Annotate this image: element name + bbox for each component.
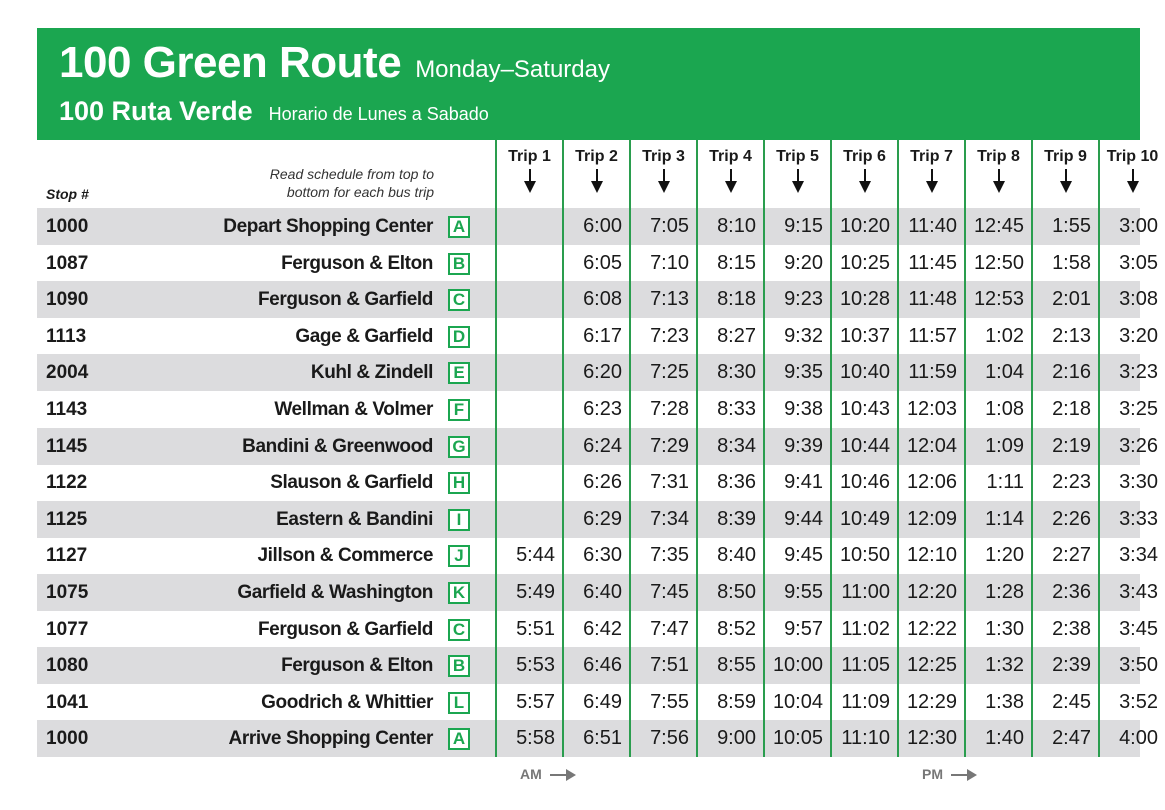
time-cell: 8:27 bbox=[696, 318, 763, 355]
time-cell bbox=[495, 391, 562, 428]
time-cell: 10:04 bbox=[763, 684, 830, 721]
time-cell: 7:29 bbox=[629, 428, 696, 465]
time-cell: 3:08 bbox=[1098, 281, 1165, 318]
time-cell: 3:25 bbox=[1098, 391, 1165, 428]
time-cell: 6:00 bbox=[562, 208, 629, 245]
down-arrow-icon bbox=[1127, 169, 1139, 193]
read-note-line-1: Read schedule from top to bbox=[269, 166, 434, 182]
time-cell: 11:59 bbox=[897, 354, 964, 391]
time-cell: 2:39 bbox=[1031, 647, 1098, 684]
route-subtitle: 100 Ruta Verde bbox=[59, 96, 253, 126]
time-cell: 6:49 bbox=[562, 684, 629, 721]
time-cell: 9:20 bbox=[763, 245, 830, 282]
time-cell: 8:39 bbox=[696, 501, 763, 538]
map-letter-badge: A bbox=[448, 216, 470, 238]
time-cell: 1:04 bbox=[964, 354, 1031, 391]
time-cell: 8:36 bbox=[696, 464, 763, 501]
table-row bbox=[37, 684, 1158, 721]
time-cell: 12:20 bbox=[897, 574, 964, 611]
stop-name: Kuhl & Zindell bbox=[310, 362, 433, 384]
time-cell bbox=[495, 428, 562, 465]
down-arrow-icon bbox=[725, 169, 737, 193]
time-cell: 11:40 bbox=[897, 208, 964, 245]
trip-header-label: Trip 9 bbox=[1044, 148, 1087, 165]
stop-number: 1143 bbox=[46, 399, 88, 420]
time-cell: 10:40 bbox=[830, 354, 897, 391]
time-cell: 6:20 bbox=[562, 354, 629, 391]
time-cell bbox=[495, 464, 562, 501]
time-cell: 6:29 bbox=[562, 501, 629, 538]
time-cell: 7:25 bbox=[629, 354, 696, 391]
time-cell: 1:20 bbox=[964, 537, 1031, 574]
stop-name: Ferguson & Elton bbox=[281, 655, 433, 677]
down-arrow-icon bbox=[658, 169, 670, 193]
stop-name: Goodrich & Whittier bbox=[261, 691, 433, 713]
time-cell: 7:55 bbox=[629, 684, 696, 721]
time-cell: 1:08 bbox=[964, 391, 1031, 428]
table-row bbox=[37, 354, 1158, 391]
time-cell: 12:50 bbox=[964, 245, 1031, 282]
time-cell: 3:23 bbox=[1098, 354, 1165, 391]
time-cell: 6:40 bbox=[562, 574, 629, 611]
pm-label: PM bbox=[922, 766, 943, 782]
table-row bbox=[37, 611, 1158, 648]
time-cell: 11:05 bbox=[830, 647, 897, 684]
time-cell: 9:23 bbox=[763, 281, 830, 318]
read-note-line-2: bottom for each bus trip bbox=[286, 184, 434, 200]
map-letter-badge: L bbox=[448, 692, 470, 714]
time-cell: 12:10 bbox=[897, 537, 964, 574]
time-cell: 12:04 bbox=[897, 428, 964, 465]
time-cell: 5:58 bbox=[495, 720, 562, 757]
stop-name: Slauson & Garfield bbox=[270, 472, 433, 494]
stop-name: Depart Shopping Center bbox=[223, 216, 433, 237]
table-row bbox=[37, 501, 1158, 538]
time-cell: 1:11 bbox=[964, 464, 1031, 501]
map-letter-badge: K bbox=[448, 582, 470, 604]
table-row bbox=[37, 281, 1158, 318]
time-cell: 8:15 bbox=[696, 245, 763, 282]
down-arrow-icon bbox=[591, 169, 603, 193]
time-cell: 9:55 bbox=[763, 574, 830, 611]
trip-header-label: Trip 6 bbox=[843, 148, 886, 165]
stop-number: 1145 bbox=[46, 435, 88, 457]
time-cell: 1:58 bbox=[1031, 245, 1098, 282]
time-cell: 10:49 bbox=[830, 501, 897, 538]
title-line bbox=[59, 38, 610, 88]
time-cell: 3:45 bbox=[1098, 611, 1165, 648]
time-cell: 2:27 bbox=[1031, 537, 1098, 574]
trip-header-label: Trip 8 bbox=[977, 148, 1020, 165]
time-cell: 10:37 bbox=[830, 318, 897, 355]
trip-header-label: Trip 4 bbox=[709, 148, 752, 165]
time-cell: 12:45 bbox=[964, 208, 1031, 245]
time-cell: 10:20 bbox=[830, 208, 897, 245]
trip-header-3 bbox=[629, 140, 696, 208]
time-cell: 1:28 bbox=[964, 574, 1031, 611]
time-cell: 3:50 bbox=[1098, 647, 1165, 684]
time-cell: 7:13 bbox=[629, 281, 696, 318]
time-cell: 11:45 bbox=[897, 245, 964, 282]
stop-name: Jillson & Commerce bbox=[257, 545, 433, 567]
right-arrow-icon bbox=[951, 770, 977, 780]
time-cell: 7:10 bbox=[629, 245, 696, 282]
time-cell: 9:15 bbox=[763, 208, 830, 245]
time-cell: 7:05 bbox=[629, 208, 696, 245]
time-cell: 11:48 bbox=[897, 281, 964, 318]
down-arrow-icon bbox=[993, 169, 1005, 193]
time-cell: 3:05 bbox=[1098, 245, 1165, 282]
time-cell: 7:56 bbox=[629, 720, 696, 757]
time-cell: 1:30 bbox=[964, 611, 1031, 648]
time-cell bbox=[495, 281, 562, 318]
trip-header-1 bbox=[495, 140, 562, 208]
time-cell: 8:52 bbox=[696, 611, 763, 648]
time-cell: 6:24 bbox=[562, 428, 629, 465]
trip-header-9 bbox=[1031, 140, 1098, 208]
stop-number: 1075 bbox=[46, 582, 89, 603]
time-cell: 11:57 bbox=[897, 318, 964, 355]
route-title: 100 Green Route bbox=[59, 38, 402, 87]
map-letter-badge: B bbox=[448, 655, 470, 677]
table-row bbox=[37, 574, 1158, 611]
table-row bbox=[37, 428, 1158, 465]
table-row bbox=[37, 245, 1158, 282]
time-cell: 8:33 bbox=[696, 391, 763, 428]
down-arrow-icon bbox=[926, 169, 938, 193]
stop-number: 1122 bbox=[46, 472, 88, 494]
stop-number: 1000 bbox=[46, 216, 89, 237]
time-cell bbox=[495, 245, 562, 282]
time-cell: 5:49 bbox=[495, 574, 562, 611]
time-cell: 2:16 bbox=[1031, 354, 1098, 391]
stop-number: 1125 bbox=[46, 508, 88, 530]
trip-header-5 bbox=[763, 140, 830, 208]
route-header bbox=[37, 28, 1140, 140]
trip-header-label: Trip 2 bbox=[575, 148, 618, 165]
table-row bbox=[37, 464, 1158, 501]
time-cell: 8:50 bbox=[696, 574, 763, 611]
map-letter-badge: E bbox=[448, 362, 470, 384]
time-cell: 5:44 bbox=[495, 537, 562, 574]
time-cell: 11:02 bbox=[830, 611, 897, 648]
trip-header-label: Trip 10 bbox=[1106, 148, 1159, 165]
time-cell: 6:08 bbox=[562, 281, 629, 318]
time-cell: 9:41 bbox=[763, 464, 830, 501]
time-cell bbox=[495, 354, 562, 391]
stop-number: 1000 bbox=[46, 728, 89, 750]
am-indicator bbox=[520, 766, 576, 782]
time-cell: 1:55 bbox=[1031, 208, 1098, 245]
map-letter-badge: G bbox=[448, 436, 470, 458]
time-cell: 4:00 bbox=[1098, 720, 1165, 757]
map-letter-badge: B bbox=[448, 253, 470, 275]
time-cell: 5:57 bbox=[495, 684, 562, 721]
time-cell: 7:47 bbox=[629, 611, 696, 648]
time-cell: 12:30 bbox=[897, 720, 964, 757]
time-cell: 3:20 bbox=[1098, 318, 1165, 355]
am-label: AM bbox=[520, 766, 542, 782]
time-cell: 3:43 bbox=[1098, 574, 1165, 611]
time-cell: 1:14 bbox=[964, 501, 1031, 538]
stop-column-label: Stop # bbox=[46, 186, 89, 202]
time-cell: 6:30 bbox=[562, 537, 629, 574]
trip-header-2 bbox=[562, 140, 629, 208]
time-cell: 9:57 bbox=[763, 611, 830, 648]
time-cell: 2:01 bbox=[1031, 281, 1098, 318]
time-cell: 9:38 bbox=[763, 391, 830, 428]
time-cell: 12:06 bbox=[897, 464, 964, 501]
table-row bbox=[37, 537, 1158, 574]
pm-indicator bbox=[922, 766, 977, 782]
map-letter-badge: H bbox=[448, 472, 470, 494]
time-cell bbox=[495, 501, 562, 538]
time-cell: 3:26 bbox=[1098, 428, 1165, 465]
time-cell: 3:30 bbox=[1098, 464, 1165, 501]
time-cell: 7:28 bbox=[629, 391, 696, 428]
time-cell: 1:02 bbox=[964, 318, 1031, 355]
map-letter-badge: C bbox=[448, 619, 470, 641]
stop-number: 2004 bbox=[46, 362, 89, 384]
time-cell: 12:29 bbox=[897, 684, 964, 721]
stop-name: Garfield & Washington bbox=[237, 582, 433, 603]
time-cell: 5:51 bbox=[495, 611, 562, 648]
time-cell: 1:40 bbox=[964, 720, 1031, 757]
map-letter-badge: A bbox=[448, 728, 470, 750]
time-cell: 12:09 bbox=[897, 501, 964, 538]
trip-header-label: Trip 7 bbox=[910, 148, 953, 165]
trip-header-4 bbox=[696, 140, 763, 208]
stop-number: 1090 bbox=[46, 289, 89, 311]
trip-header-10 bbox=[1098, 140, 1165, 208]
time-cell: 12:25 bbox=[897, 647, 964, 684]
time-cell: 6:26 bbox=[562, 464, 629, 501]
stop-number: 1077 bbox=[46, 618, 89, 640]
stop-name: Arrive Shopping Center bbox=[228, 728, 433, 750]
down-arrow-icon bbox=[792, 169, 804, 193]
time-cell: 10:25 bbox=[830, 245, 897, 282]
time-cell: 8:18 bbox=[696, 281, 763, 318]
trip-header-label: Trip 1 bbox=[508, 148, 551, 165]
time-cell: 10:50 bbox=[830, 537, 897, 574]
time-cell: 9:39 bbox=[763, 428, 830, 465]
map-letter-badge: F bbox=[448, 399, 470, 421]
time-cell: 6:05 bbox=[562, 245, 629, 282]
time-cell: 10:28 bbox=[830, 281, 897, 318]
map-letter-badge: J bbox=[448, 545, 470, 567]
time-cell: 3:34 bbox=[1098, 537, 1165, 574]
time-cell: 2:23 bbox=[1031, 464, 1098, 501]
time-cell: 11:10 bbox=[830, 720, 897, 757]
time-cell: 1:38 bbox=[964, 684, 1031, 721]
route-subtitle-days: Horario de Lunes a Sabado bbox=[268, 104, 489, 124]
time-cell: 2:13 bbox=[1031, 318, 1098, 355]
table-row bbox=[37, 720, 1158, 757]
route-days: Monday–Saturday bbox=[415, 56, 610, 83]
time-cell: 6:42 bbox=[562, 611, 629, 648]
stop-name: Wellman & Volmer bbox=[274, 399, 433, 420]
trip-header-8 bbox=[964, 140, 1031, 208]
trip-header-label: Trip 3 bbox=[642, 148, 685, 165]
time-cell: 7:31 bbox=[629, 464, 696, 501]
time-cell: 8:10 bbox=[696, 208, 763, 245]
time-cell: 9:00 bbox=[696, 720, 763, 757]
time-cell: 2:45 bbox=[1031, 684, 1098, 721]
time-cell: 5:53 bbox=[495, 647, 562, 684]
time-cell: 11:09 bbox=[830, 684, 897, 721]
time-cell: 9:45 bbox=[763, 537, 830, 574]
time-cell: 7:51 bbox=[629, 647, 696, 684]
time-cell: 2:38 bbox=[1031, 611, 1098, 648]
time-cell: 10:05 bbox=[763, 720, 830, 757]
time-cell: 6:17 bbox=[562, 318, 629, 355]
time-cell: 2:26 bbox=[1031, 501, 1098, 538]
time-cell: 11:00 bbox=[830, 574, 897, 611]
time-cell: 3:33 bbox=[1098, 501, 1165, 538]
time-cell: 7:35 bbox=[629, 537, 696, 574]
time-cell: 9:44 bbox=[763, 501, 830, 538]
time-cell: 6:23 bbox=[562, 391, 629, 428]
time-cell: 8:30 bbox=[696, 354, 763, 391]
trip-header-6 bbox=[830, 140, 897, 208]
time-cell: 10:43 bbox=[830, 391, 897, 428]
time-cell: 9:32 bbox=[763, 318, 830, 355]
stop-number: 1113 bbox=[46, 325, 87, 347]
stop-number: 1087 bbox=[46, 252, 89, 274]
time-cell: 1:32 bbox=[964, 647, 1031, 684]
table-row bbox=[37, 647, 1158, 684]
time-cell: 8:40 bbox=[696, 537, 763, 574]
stop-name: Eastern & Bandini bbox=[276, 508, 433, 530]
time-cell: 7:23 bbox=[629, 318, 696, 355]
stop-name: Ferguson & Garfield bbox=[257, 618, 433, 640]
stop-number: 1127 bbox=[46, 545, 88, 567]
time-cell: 1:09 bbox=[964, 428, 1031, 465]
stop-name: Ferguson & Elton bbox=[281, 252, 433, 274]
time-cell: 3:52 bbox=[1098, 684, 1165, 721]
time-cell: 12:03 bbox=[897, 391, 964, 428]
down-arrow-icon bbox=[524, 169, 536, 193]
time-cell: 8:59 bbox=[696, 684, 763, 721]
stop-number: 1041 bbox=[46, 691, 89, 713]
time-cell: 10:00 bbox=[763, 647, 830, 684]
stop-name: Gage & Garfield bbox=[295, 325, 433, 347]
time-cell: 7:45 bbox=[629, 574, 696, 611]
time-cell: 8:55 bbox=[696, 647, 763, 684]
stop-number: 1080 bbox=[46, 655, 89, 677]
read-note bbox=[214, 165, 434, 201]
time-cell bbox=[495, 208, 562, 245]
time-cell: 6:46 bbox=[562, 647, 629, 684]
time-cell: 12:53 bbox=[964, 281, 1031, 318]
down-arrow-icon bbox=[1060, 169, 1072, 193]
table-row bbox=[37, 208, 1158, 245]
down-arrow-icon bbox=[859, 169, 871, 193]
table-row bbox=[37, 391, 1158, 428]
map-letter-badge: C bbox=[448, 289, 470, 311]
map-letter-badge: I bbox=[448, 509, 470, 531]
trip-header-label: Trip 5 bbox=[776, 148, 819, 165]
time-cell: 2:19 bbox=[1031, 428, 1098, 465]
time-cell: 10:44 bbox=[830, 428, 897, 465]
time-cell: 8:34 bbox=[696, 428, 763, 465]
time-cell: 9:35 bbox=[763, 354, 830, 391]
map-letter-badge: D bbox=[448, 326, 470, 348]
time-cell bbox=[495, 318, 562, 355]
time-cell: 2:18 bbox=[1031, 391, 1098, 428]
time-cell: 3:00 bbox=[1098, 208, 1165, 245]
time-cell: 10:46 bbox=[830, 464, 897, 501]
stop-name: Ferguson & Garfield bbox=[257, 289, 433, 311]
right-arrow-icon bbox=[550, 770, 576, 780]
subtitle-line bbox=[59, 96, 489, 127]
time-cell: 2:47 bbox=[1031, 720, 1098, 757]
stop-name: Bandini & Greenwood bbox=[242, 435, 433, 457]
table-row bbox=[37, 318, 1158, 355]
time-cell: 2:36 bbox=[1031, 574, 1098, 611]
time-cell: 7:34 bbox=[629, 501, 696, 538]
time-cell: 6:51 bbox=[562, 720, 629, 757]
trip-header-7 bbox=[897, 140, 964, 208]
time-cell: 12:22 bbox=[897, 611, 964, 648]
